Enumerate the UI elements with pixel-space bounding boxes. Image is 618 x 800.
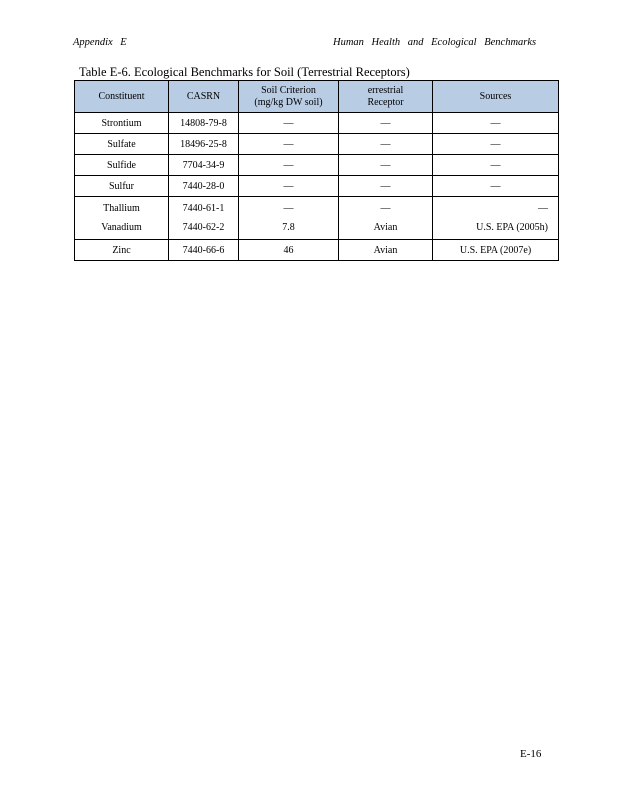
col-header-sources: Sources [433,81,559,113]
cell-criterion-thallium: — [283,203,294,214]
table-header-row [75,81,559,113]
col-header-receptor-line1: errestrial [367,84,404,96]
col-header-receptor [339,81,433,113]
cell-sources [433,197,559,240]
cell-receptor-thallium: — [380,203,391,214]
cell-sources: — [433,176,559,197]
cell-constituent [75,197,169,240]
cell-constituent: Sulfate [75,134,169,155]
cell-casrn: 7440-28-0 [169,176,239,197]
cell-receptor: — [339,176,433,197]
running-header-right: Human Health and Ecological Benchmarks [333,37,537,48]
cell-constituent-vanadium: Vanadium [101,222,142,233]
cell-sources: — [433,113,559,134]
cell-receptor: — [339,134,433,155]
table-row-merged [75,197,559,240]
cell-casrn: 7704-34-9 [169,155,239,176]
col-header-receptor-line2: Receptor [367,96,404,108]
col-header-constituent: Constituent [75,81,169,113]
page-number: E-16 [520,748,542,760]
cell-sources: — [433,155,559,176]
col-header-soil-criterion-line1: Soil Criterion [261,84,316,96]
col-header-casrn: CASRN [169,81,239,113]
benchmark-table [74,80,559,261]
cell-casrn: 14808-79-8 [169,113,239,134]
table-caption: Table E-6. Ecological Benchmarks for Soil (Terrestrial Receptors) [79,65,410,79]
cell-sources-thallium: — [538,203,548,214]
cell-criterion: — [239,155,339,176]
cell-receptor [339,197,433,240]
cell-casrn: 7440-66-6 [169,240,239,261]
cell-receptor-vanadium: Avian [373,222,398,233]
cell-criterion [239,197,339,240]
running-header-left: Appendix E [73,37,127,48]
cell-constituent: Sulfur [75,176,169,197]
cell-constituent: Strontium [75,113,169,134]
cell-constituent: Sulfide [75,155,169,176]
cell-constituent-thallium: Thallium [103,203,140,214]
table-row [75,240,559,261]
cell-criterion: — [239,134,339,155]
cell-casrn: 18496-25-8 [169,134,239,155]
table-row [75,176,559,197]
cell-criterion: — [239,176,339,197]
cell-sources-vanadium: U.S. EPA (2005h) [476,222,548,233]
table-row [75,155,559,176]
table-row [75,134,559,155]
cell-casrn-thallium: 7440-61-1 [182,203,225,214]
cell-sources: U.S. EPA (2007e) [433,240,559,261]
col-header-soil-criterion [239,81,339,113]
cell-constituent: Zinc [75,240,169,261]
cell-receptor: — [339,113,433,134]
cell-receptor: Avian [339,240,433,261]
cell-criterion: — [239,113,339,134]
cell-casrn [169,197,239,240]
table-row [75,113,559,134]
col-header-soil-criterion-line2: (mg/kg DW soil) [254,96,323,108]
cell-criterion-vanadium: 7.8 [282,222,295,233]
cell-casrn-vanadium: 7440-62-2 [182,222,225,233]
cell-receptor: — [339,155,433,176]
cell-criterion: 46 [239,240,339,261]
cell-sources: — [433,134,559,155]
